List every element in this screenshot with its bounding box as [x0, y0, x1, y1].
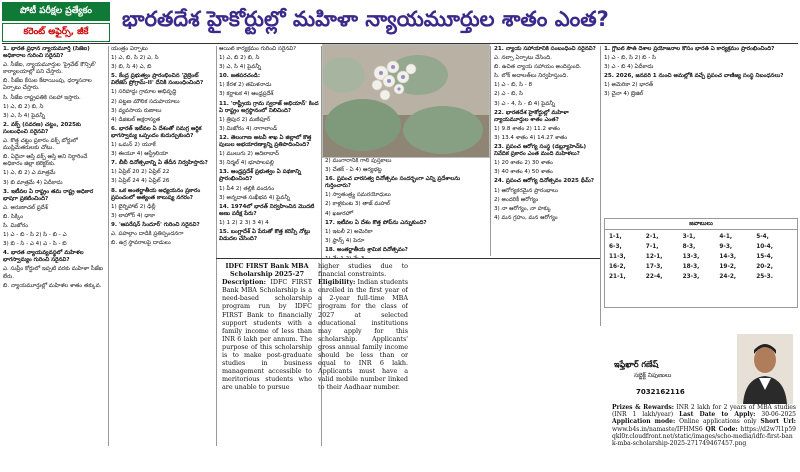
answer-item: 21-1,	[609, 274, 626, 280]
col5-line: 3) 13.4 శాతం 4) 14.27 శాతం	[494, 134, 568, 141]
col5-line: 2) అందరికీ ఆరోగ్యం	[494, 196, 539, 203]
col1-line: ఎ. సుప్రీం కోర్టులో ఇప్పటి వరకు మహిళా సీజేఐ లేరు.	[3, 266, 103, 280]
col5-line: 4) మన గ్రహం, మన ఆరోగ్యం	[494, 214, 558, 221]
ad-qr-url[interactable]: https://d2w7l1p59qkl0r.cloudfront.net/static/images/scho-media/idfc-first-bank-mba-scholarship-2025-271749467457.png	[612, 425, 796, 448]
answer-item: 1-1,	[609, 234, 622, 240]
column-1	[3, 46, 106, 446]
author-subtitle: సబ్జెక్ట్ నిపుణులు	[634, 372, 672, 379]
answer-item: 13-3,	[682, 254, 700, 260]
col4-line: 17. ఇటీవల ఏ దేశం కొత్త పోప్‌ను ఎన్నుకుంది?	[325, 219, 427, 226]
author-name: ఇఫ్తేఖార్ గణేష్	[614, 360, 659, 369]
col5-line: సి. లోక్ అదాలత్‌లు నిర్వహిస్తుంది.	[494, 73, 569, 80]
col1-line: 3) ఎ, సి 4) పైవన్నీ	[3, 112, 46, 119]
col6-line: 3) చైనా 4) బ్రెజిల్	[604, 91, 644, 98]
ad-elig-label: Eligibility:	[318, 278, 356, 287]
col4-line: 2) మంగారానికి గాలి పుస్తకాలు	[325, 158, 392, 164]
col1-line: బి. న్యాయమూర్తుల్లో మహిళల శాతం తక్కువ.	[3, 282, 102, 289]
ad-deadline: 30-06-2025	[761, 411, 796, 419]
col3-line: 1) పీ4 2) తల్లికి వందనం	[219, 185, 275, 192]
col5-line: 2) ఎ - బి, సి	[494, 91, 523, 98]
col2-line: 3) లాహోర్ 4) ఢాకా	[111, 212, 155, 219]
col4-line: 3) చేతక్ - ఏ 4) ఆర్యభట్ట	[325, 167, 382, 174]
answer-item: 2-1,	[645, 234, 659, 240]
col2-line: 1) బైర్నిహాట్ 2) ఢిల్లీ	[111, 203, 156, 210]
ad-heading: IDFC FIRST Bank MBA Scholarship 2025-27	[225, 262, 309, 279]
col1-line: ఎ. సీజేఐ, న్యాయమూర్తుల 'ప్రైవేట్ కౌన్సిల్' కార్యాలయాల్లో పని చేస్తారు.	[3, 62, 97, 76]
person-avatar-icon	[737, 334, 793, 404]
answer-item: 7-1,	[645, 244, 659, 250]
column-divider	[490, 46, 491, 256]
column-divider	[108, 46, 109, 446]
col5-line: 3) ఎ - 4, సి - బి 4) పైవన్నీ	[494, 100, 556, 107]
ad-short-url[interactable]: www.b4s.in/namaste/IFHMS6	[612, 425, 703, 433]
col2-line: ఎ. పహల్గాం దాడికి ప్రతిస్పందనగా	[111, 230, 184, 237]
col1-line: ఎ. అరుణాచల్ ప్రదేశ్	[3, 204, 48, 211]
ad-short-label: Short Url:	[760, 418, 796, 426]
answer-item: 3-1,	[682, 234, 696, 240]
col1-line: 1) ఎ - బి - సి 2) సి - బి - ఎ	[3, 232, 67, 239]
col3-line: 1) త్రిపుర 2) మణిపూర్	[219, 116, 271, 123]
col1-line: 3) బి - సి - ఎ 4) ఎ - సి - బి	[3, 241, 67, 248]
col5-line: 1) ఆరోగ్యకరమైన ప్రారంభాలు	[494, 187, 558, 194]
col4-line: 1) ఇటలీ 2) అమెరికా	[325, 228, 373, 235]
col2-line: 6. భారత్ ఇటీవల ఏ దేశంతో సమగ్ర ఆర్థిక భాగస్వామ్య ఒప్పందం కుదుర్చుకుంది?	[111, 125, 202, 139]
col3-line: 15. బంగ్లాదేశ్ ఏ పేరుతో కొత్త కరెన్సీ నోట్లు విడుదల చేసింది?	[219, 228, 311, 243]
col4-line: 3) ఫ్రాన్స్ 4) పెరూ	[325, 237, 365, 244]
answer-item: 15-4,	[756, 254, 773, 260]
answer-item: 12-1,	[645, 254, 663, 260]
column-divider	[216, 46, 217, 446]
col3-line: 14. 1974లో భారత్ నిర్వహించిన మొదటి అణు పరీక్ష పేరు?	[219, 203, 315, 217]
ad-deadline-label: Last Date to Apply:	[679, 411, 756, 419]
col4-line: 16. ప్రపంచ వారసత్వ దినోత్సవం సందర్భంగా ఎన్ని ప్రదేశాలను గుర్తించారు?	[325, 176, 461, 190]
author-phone: 7032162116	[636, 388, 685, 396]
ad-mid-text: higher studies due to financial constraints.	[318, 262, 408, 279]
answer-key-title: జవాబులు	[605, 219, 797, 230]
ad-column-1	[222, 262, 312, 468]
answer-item: 10-4,	[756, 244, 773, 250]
answer-item: 24-2,	[719, 274, 737, 280]
col2-line: 3) బి, సి 4) ఎ, బి	[111, 64, 152, 71]
col6-line: 3) ఎ - బి 4) ఏదీకాదు	[604, 64, 654, 71]
col5-line: 23. ప్రపంచ ఆరోగ్య సంస్థ (డబ్ల్యూహెచ్‌ఓ) నివేదిక ప్రకారం ఎంత మంది మహిళలు?	[494, 144, 587, 158]
col1-line: 3) బి మాత్రమే 4) ఏదీకాదు	[3, 179, 63, 186]
col2-line: 5. కేంద్ర ప్రభుత్వం ప్రారంభించిన 'వైబ్రెంట్ విలేజెస్ ప్రోగ్రామ్-II' దేనికి సంబంధించింది?	[111, 73, 204, 87]
col1-line: 2. వక్ఫ్ (సవరణ) చట్టం, 2025కు సంబంధించి సరైనవి?	[3, 121, 81, 135]
col1-line: 1) ఎ, బి 2) బి, సి	[3, 103, 44, 110]
answer-item: 20-2,	[756, 264, 773, 270]
answer-item: 23-3,	[682, 274, 700, 280]
col2-line: 3) వ్యవసాయ రుణాలు	[111, 107, 162, 114]
col3-line: 1) కేరళ 2) తమిళనాడు	[219, 82, 272, 89]
col5-line: 1) 9.8 శాతం 2) 11.2 శాతం	[494, 125, 560, 132]
answer-item: 18-3,	[682, 264, 700, 270]
col2-line: 7. బీబీ దినోత్సవాన్ని ఏ తేదీన నిర్వహిస్తారు?	[111, 160, 208, 167]
col1-line: సి. మిజోరం	[3, 222, 29, 229]
section-badge: పోటీ పరీక్షల ప్రత్యేకం	[2, 2, 110, 21]
col2-line: బి. ఉగ్ర స్థావరాలపై దాడులు	[111, 240, 171, 247]
col3-line: 3) మిజోరం 4) నాగాలాండ్	[219, 125, 278, 132]
col1-line: బి. సిక్కిం	[3, 213, 24, 220]
col6-line: 1) అమెరికా 2) భారత్	[604, 82, 654, 89]
col5-line: ఎ. నల్సా ఏర్పాటు చేసింది.	[494, 55, 552, 62]
col2-line: 2) పట్టణ మౌలిక సదుపాయాలు	[111, 98, 180, 105]
col4-line: 1) స్వాతంత్ర్య సమరయోధులు	[325, 192, 391, 199]
answer-item: 6-3,	[609, 244, 622, 250]
col3-line: 3) కర్ణాటక 4) ఆంధ్రప్రదేశ్	[219, 91, 274, 98]
topic-badge: కరెంట్ అఫైర్స్, జీకే	[2, 23, 110, 42]
col2-line: 1) ఎ, బి, సి 2) ఎ, సి	[111, 55, 159, 62]
ad-top-rule	[216, 258, 600, 259]
col2-line: 4) డిజిటల్ అక్షరాస్యత	[111, 116, 161, 123]
ad-description: IDFC FIRST Bank MBA Scholarship is a need-based scholarship program run by IDFC FIRST Bank to financially support students with a family income of less than INR 6 lakh per annum. The purpose of this scholarship is to make post-graduate studies in business management accessible to meritorious students who are unable to pursue	[222, 278, 312, 392]
page-title: భారతదేశ హైకోర్టుల్లో మహిళా న్యాయమూర్తుల శాతం ఎంత?	[122, 7, 609, 31]
answer-key	[604, 218, 798, 308]
col1-line: 1. భారత ప్రధాన న్యాయమూర్తి (సీజేఐ) అధికారాల గురించి సరైనవి?	[3, 46, 90, 60]
col4-line: 2) కాళ్లకుంట 3) తాజ్ మహల్	[325, 201, 390, 208]
answer-item: 4-1,	[719, 234, 733, 240]
col2-line: 1) ఒమన్ 2) యూకే	[111, 142, 156, 149]
ad-mode: Online applications only	[679, 418, 757, 426]
ad-qr-label: QR Code:	[705, 425, 738, 433]
author-box	[604, 330, 796, 400]
col3-line: 3) అన్నదాత సుఖీభవ 4) పైవన్నీ	[219, 194, 291, 201]
col5-line: 1) 20 శాతం 2) 30 శాతం	[494, 160, 553, 167]
col3-line: 13. ఆంధ్రప్రదేశ్ ప్రభుత్వం ఏ పథకాన్ని ప్రారంభించింది?	[219, 169, 302, 183]
col1-line: బి. ఏదైనా ఆస్తి వక్ఫ్ ఆస్తి అని నిర్ధారించే అధికారం జిల్లా కలెక్టర్‌కు.	[3, 154, 88, 168]
col5-line: బి. ఉచిత న్యాయ సహాయం అందిస్తుంది.	[494, 64, 582, 71]
col1-line: 4. భారత న్యాయవ్యవస్థలో మహిళల భాగస్వామ్యం గురించి సరైనవి?	[3, 250, 84, 264]
col1-line: బి. సీజేఐ కేసుల కేటాయింపు, ధర్మాసనాల ఏర్పాటు చేస్తారు.	[3, 78, 92, 92]
col3-line: 1) ములుగు 2) ఆదిలాబాద్	[219, 151, 279, 158]
ad-eligibility: Indian students enrolled in the first year of a 2-year full-time MBA program for the class of 2027 at selected educational institutions may apply for this scholarship. Applicants' gross annual family income should be less than or equal to INR 6 lakh. Applicants must have a valid mobile number linked to their Aadhaar number.	[318, 278, 408, 392]
column-6	[604, 46, 796, 196]
col5-line: 1) ఎ - బి, సి - 8	[494, 82, 533, 89]
answer-item: 5-4,	[756, 234, 769, 240]
col3-line: 3) నిర్మల్ 4) భూపాలపల్లి	[219, 160, 274, 167]
col2-line: 9. 'ఆపరేషన్ సిందూర్' గురించి సరైనవి?	[111, 221, 200, 228]
column-2	[111, 46, 214, 446]
col3-line: 10. జతపరచండి:	[219, 73, 261, 80]
column-divider	[600, 46, 601, 326]
col2-line: 3) ఏప్రిల్ 24 4) ఏప్రిల్ 26	[111, 178, 170, 185]
answer-item: 17-3,	[645, 264, 663, 270]
col3-line: 11. 'రాష్ట్రీయ గ్రామ స్వరాజ్ అభియాన్' కింద ఏ రాష్ట్రం అగ్రస్థానంలో నిలిచింది?	[219, 100, 319, 114]
column-4	[325, 158, 485, 258]
col3-line: 1) 1 2) 2 3) 3 4) 4	[219, 219, 269, 226]
answer-item: 14-3,	[719, 254, 737, 260]
column-5	[494, 46, 598, 326]
col5-line: 3) నా ఆరోగ్యం, నా హక్కు	[494, 205, 552, 212]
col2-line: యంత్రం ఏర్పాటు	[111, 46, 148, 52]
answer-item: 16-2,	[609, 264, 626, 270]
col1-line: 1) ఎ, బి 2) ఎ మాత్రమే	[3, 170, 56, 177]
ad-column-2	[318, 262, 408, 468]
answer-item: 25-3.	[756, 274, 773, 280]
answer-item: 9-3,	[719, 244, 733, 250]
col6-line: 1. గ్లోబల్ సౌత్ దేశాల ప్రయోజనాల కోసం భారత్ ఏ కార్యక్రమం ప్రారంభించింది?	[604, 46, 775, 52]
ad-prizes-label: Prizes & Rewards:	[612, 404, 674, 411]
author-photo	[737, 334, 793, 404]
col5-line: 3) 40 శాతం 4) 50 శాతం	[494, 169, 553, 176]
answer-item: 11-3,	[609, 254, 626, 260]
col3-line: 1) ఎ, బి 2) బి, సి	[219, 55, 260, 62]
answer-item: 8-3,	[682, 244, 696, 250]
answer-grid	[605, 230, 797, 284]
col1-line: సి. సీజేఐ రాష్ట్రపతికి సలహా ఇస్తారు.	[3, 94, 81, 101]
col6-line: 25. 2026, జనవరి 1 నుంచి అమల్లోకి వచ్చే ప్రపంచ వాణిజ్య సంస్థ నిబంధనలు?	[604, 73, 784, 80]
calotropis-flower-image	[323, 45, 489, 157]
answer-item: 19-2,	[719, 264, 737, 270]
col5-line: 24. ప్రపంచ ఆరోగ్య దినోత్సవం 2025 థీమ్?	[494, 178, 594, 185]
col1-line: 3. ఇటీవల ఏ రాష్ట్రం తమ రాష్ట్ర అధికార భాషగా ప్రకటించింది?	[3, 188, 94, 202]
col2-line: 1) ఏప్రిల్ 20 2) ఏప్రిల్ 22	[111, 169, 170, 176]
answer-item: 22-4,	[645, 274, 663, 280]
col4-line: 18. అంతర్జాతీయ శ్రామిక దినోత్సవం?	[325, 246, 408, 253]
col6-line: 1) ఎ - బి, సి 2) బి - సి	[604, 55, 656, 62]
col3-line: 3) ఎ, సి 4) పైవన్నీ	[219, 64, 262, 71]
col2-line: 3) ఈయూ 4) ఆస్ట్రేలియా	[111, 151, 169, 158]
ad-mode-label: Application mode:	[612, 418, 676, 426]
ad-desc-label: Description:	[222, 278, 267, 287]
col2-line: 8. ఒక అంతర్జాతీయ అధ్యయనం ప్రకారం ప్రపంచంలో అత్యంత కాలుష్య నగరం?	[111, 187, 201, 201]
ad-prizes: INR 2 lakh for 2 years of MBA studies (INR 1 lakh/year)	[612, 404, 796, 419]
ad-column-3	[612, 404, 796, 468]
col3-line: 12. తెలంగాణ అటవీ శాఖ ఏ జిల్లాలో కొత్త పులుల అభయారణ్యాన్ని ప్రతిపాదించింది?	[219, 134, 312, 149]
col3-line: ఆయిల్ కార్యక్రమం గురించి సరైనవి?	[219, 46, 297, 52]
plant-photo	[322, 44, 490, 158]
col5-line: 21. న్యాయ సహాయానికి సంబంధించి సరైనవి?	[494, 46, 596, 52]
col1-line: ఎ. కొత్త చట్టం ప్రకారం వక్ఫ్ బోర్డులో ముస్లిమేతరులకు చోటు.	[3, 138, 78, 152]
col4-line: 4) ఖజురహో	[325, 210, 354, 217]
col2-line: 1) సరిహద్దు గ్రామాల అభివృద్ధి	[111, 89, 177, 96]
col5-line: 22. భారతదేశ హైకోర్టుల్లో మహిళా న్యాయమూర్తుల శాతం ఎంత?	[494, 109, 569, 123]
